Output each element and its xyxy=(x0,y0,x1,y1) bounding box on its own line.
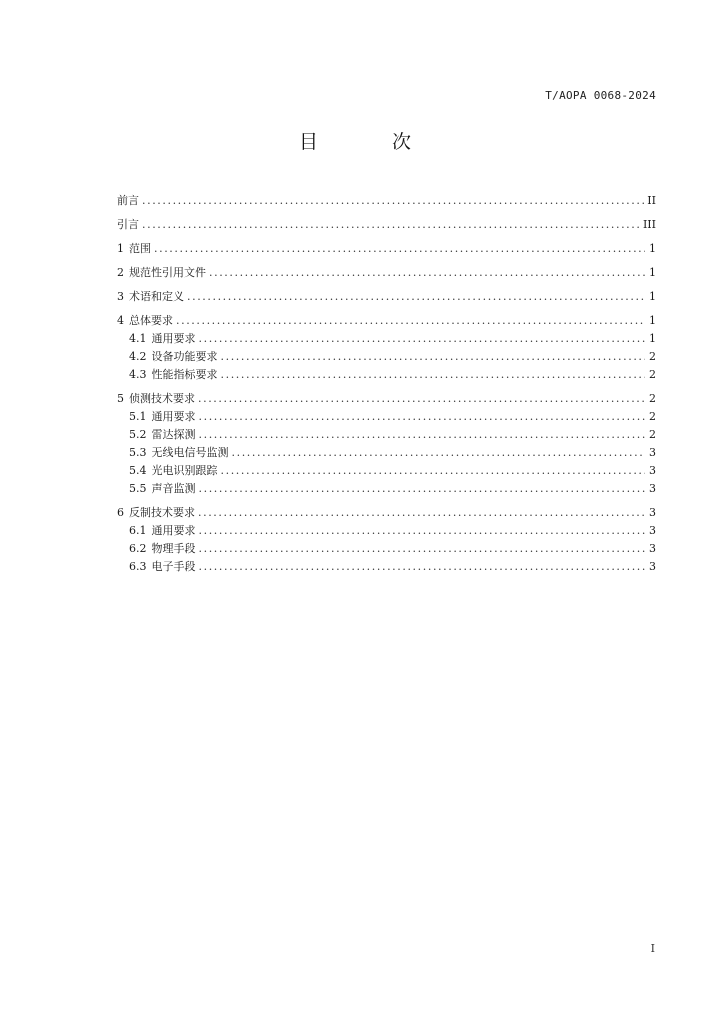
toc-entry-label: 术语和定义 xyxy=(129,290,184,303)
toc-entry-page: III xyxy=(642,218,656,231)
toc-entry-number: 4 xyxy=(117,314,124,327)
toc-entry-number: 4.2 xyxy=(129,350,147,363)
toc-entry-label: 雷达探测 xyxy=(151,428,196,441)
toc-entry[interactable] xyxy=(117,540,656,558)
toc-dot-leader xyxy=(142,192,644,210)
toc-entry-label: 设备功能要求 xyxy=(151,350,218,363)
toc-entry-label: 规范性引用文件 xyxy=(129,266,206,279)
toc-entry-label: 通用要求 xyxy=(151,524,196,537)
document-code: T/AOPA 0068-2024 xyxy=(545,89,656,102)
toc-entry[interactable] xyxy=(117,390,656,408)
toc-entry-number: 6.2 xyxy=(129,542,147,555)
toc-entry-page: 2 xyxy=(649,368,656,381)
toc-entry-number: 5.2 xyxy=(129,428,147,441)
toc-entry-label: 前言 xyxy=(117,194,139,207)
toc-entry-number: 6.3 xyxy=(129,560,147,573)
toc-entry-label: 通用要求 xyxy=(151,410,196,423)
toc-entry-page: 1 xyxy=(649,314,656,327)
toc-dot-leader xyxy=(232,444,646,462)
toc-entry-label: 范围 xyxy=(129,242,151,255)
toc-entry-number: 4.1 xyxy=(129,332,147,345)
toc-entry-page: 3 xyxy=(649,560,656,573)
toc-entry-page: 3 xyxy=(649,446,656,459)
toc-entry[interactable] xyxy=(117,504,656,522)
toc-entry[interactable] xyxy=(117,312,656,330)
toc-entry-page: 2 xyxy=(649,350,656,363)
toc-dot-leader xyxy=(198,390,645,408)
toc-entry[interactable] xyxy=(117,408,656,426)
toc-entry-label: 光电识别跟踪 xyxy=(151,464,218,477)
toc-dot-leader xyxy=(154,240,645,258)
toc-entry-page: 3 xyxy=(649,482,656,495)
toc-entry[interactable] xyxy=(117,426,656,444)
toc-entry-number: 5.4 xyxy=(129,464,147,477)
toc-entry-number: 2 xyxy=(117,266,124,279)
toc-entry-page: 1 xyxy=(649,266,656,279)
toc-entry[interactable] xyxy=(117,264,656,282)
page-title: 目 次 xyxy=(298,131,446,153)
toc-entry-label: 总体要求 xyxy=(129,314,173,327)
toc-entry-page: 1 xyxy=(649,332,656,345)
page-number: I xyxy=(650,942,655,955)
toc-entry-page: 3 xyxy=(649,506,656,519)
toc-entry-number: 6.1 xyxy=(129,524,147,537)
table-of-contents xyxy=(117,192,656,576)
toc-entry-page: 3 xyxy=(649,542,656,555)
toc-entry-label: 性能指标要求 xyxy=(151,368,218,381)
toc-entry-page: II xyxy=(647,194,656,207)
toc-entry[interactable] xyxy=(117,366,656,384)
toc-entry-number: 5.1 xyxy=(129,410,147,423)
toc-entry-number: 5.3 xyxy=(129,446,147,459)
toc-entry[interactable] xyxy=(117,216,656,234)
toc-entry-page: 2 xyxy=(649,410,656,423)
toc-entry-label: 反制技术要求 xyxy=(129,506,195,519)
toc-entry-number: 6 xyxy=(117,506,124,519)
toc-dot-leader xyxy=(199,426,646,444)
toc-entry-label: 物理手段 xyxy=(151,542,196,555)
toc-entry-page: 1 xyxy=(649,290,656,303)
toc-entry-number: 1 xyxy=(117,242,124,255)
toc-dot-leader xyxy=(199,330,646,348)
toc-entry[interactable] xyxy=(117,558,656,576)
toc-dot-leader xyxy=(199,522,646,540)
toc-entry-page: 2 xyxy=(649,428,656,441)
toc-entry-page: 1 xyxy=(649,242,656,255)
toc-dot-leader xyxy=(199,408,646,426)
toc-entry[interactable] xyxy=(117,462,656,480)
toc-entry-page: 2 xyxy=(649,392,656,405)
toc-dot-leader xyxy=(221,348,646,366)
toc-entry-number: 4.3 xyxy=(129,368,147,381)
toc-entry-page: 3 xyxy=(649,464,656,477)
toc-dot-leader xyxy=(198,504,645,522)
toc-dot-leader xyxy=(176,312,645,330)
toc-entry-label: 声音监测 xyxy=(151,482,196,495)
toc-entry[interactable] xyxy=(117,240,656,258)
toc-dot-leader xyxy=(187,288,645,306)
toc-entry-label: 引言 xyxy=(117,218,139,231)
toc-entry-number: 3 xyxy=(117,290,124,303)
toc-dot-leader xyxy=(199,540,646,558)
toc-dot-leader xyxy=(221,366,646,384)
toc-entry[interactable] xyxy=(117,444,656,462)
toc-entry-label: 侦测技术要求 xyxy=(129,392,195,405)
toc-dot-leader xyxy=(199,480,646,498)
toc-entry[interactable] xyxy=(117,522,656,540)
toc-dot-leader xyxy=(221,462,646,480)
toc-dot-leader xyxy=(142,216,640,234)
toc-dot-leader xyxy=(209,264,645,282)
toc-entry[interactable] xyxy=(117,348,656,366)
toc-dot-leader xyxy=(199,558,646,576)
toc-entry[interactable] xyxy=(117,480,656,498)
toc-entry-label: 无线电信号监测 xyxy=(151,446,229,459)
toc-entry[interactable] xyxy=(117,330,656,348)
toc-entry[interactable] xyxy=(117,192,656,210)
toc-entry[interactable] xyxy=(117,288,656,306)
toc-entry-label: 电子手段 xyxy=(151,560,196,573)
toc-entry-page: 3 xyxy=(649,524,656,537)
toc-entry-label: 通用要求 xyxy=(151,332,196,345)
toc-entry-number: 5 xyxy=(117,392,124,405)
toc-entry-number: 5.5 xyxy=(129,482,147,495)
